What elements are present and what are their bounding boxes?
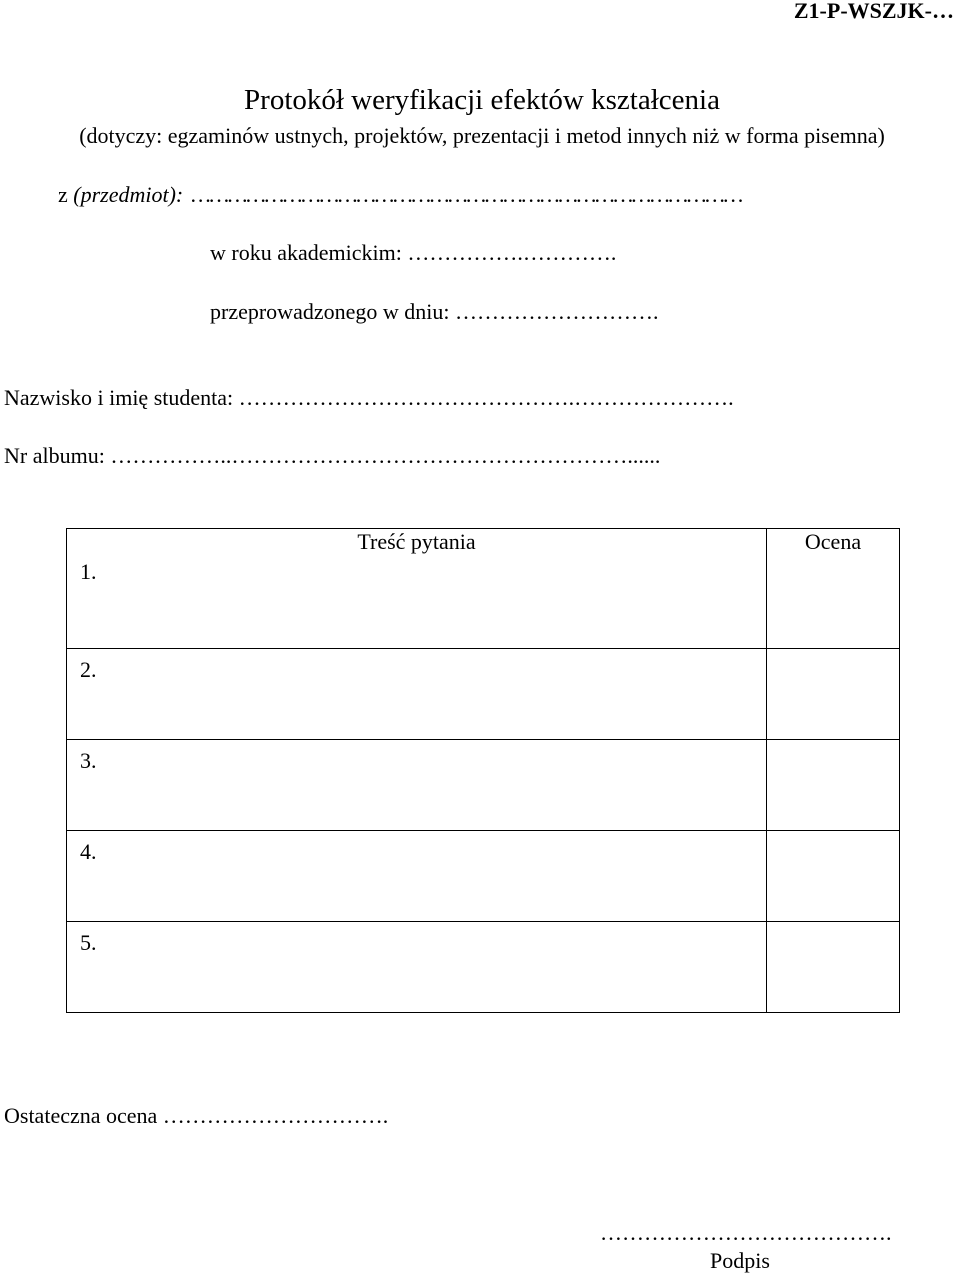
final-grade-line [4,1105,388,1127]
grade-cell [767,740,900,831]
grade-cell [767,831,900,922]
question-cell [67,831,767,922]
document-code: Z1-P-WSZJK-… [793,0,954,23]
question-cell [67,740,767,831]
question-number: 4. [80,839,97,864]
table-row [67,740,900,831]
subject-prefix: z [58,182,74,207]
document-subtitle: (dotyczy: egzaminów ustnych, projektów, prezentacji i metod innych niż w forma pisemna) [79,123,885,148]
question-number: 1. [80,559,97,584]
academic-year-line [210,242,616,264]
student-name-label: Nazwisko i imię studenta: [4,385,234,410]
question-cell [67,529,767,649]
album-number-label: Nr albumu: [4,443,105,468]
table-row [67,922,900,1013]
table-row [67,529,900,649]
grade-cell [767,529,900,649]
question-cell [67,922,767,1013]
academic-year-label: w roku akademickim: [210,240,402,265]
question-number: 3. [80,748,97,773]
document-title: Protokół weryfikacji efektów kształcenia [244,84,720,116]
grade-cell [767,922,900,1013]
table-row [67,831,900,922]
questions-table [66,528,900,1013]
final-grade-fill-dots: …………………………. [162,1103,389,1128]
student-name-line [4,387,734,409]
column-header-content: Treść pytania [357,529,476,554]
academic-year-fill-dots: …………….…………. [407,240,617,265]
album-number-fill-dots: ……………..………………………………………………...... [110,443,661,468]
conducted-on-line [210,301,658,323]
signature-fill-dots: …………………………………. [600,1220,892,1245]
conducted-on-fill-dots: ………………………. [454,299,659,324]
subject-fill-dots: ……………………………………………………………………………… [191,182,743,207]
question-number: 5. [80,930,97,955]
column-header-grade: Ocena [804,529,862,554]
subject-label: (przedmiot): [73,182,184,207]
question-number: 2. [80,657,97,682]
signature-label: Podpis [710,1248,770,1273]
question-cell [67,649,767,740]
subject-line [58,184,742,206]
album-number-line [4,445,660,467]
student-name-fill-dots: ……………………………………….…………………. [238,385,734,410]
table-row [67,649,900,740]
grade-cell [767,649,900,740]
final-grade-label: Ostateczna ocena [4,1103,158,1128]
conducted-on-label: przeprowadzonego w dniu: [210,299,450,324]
